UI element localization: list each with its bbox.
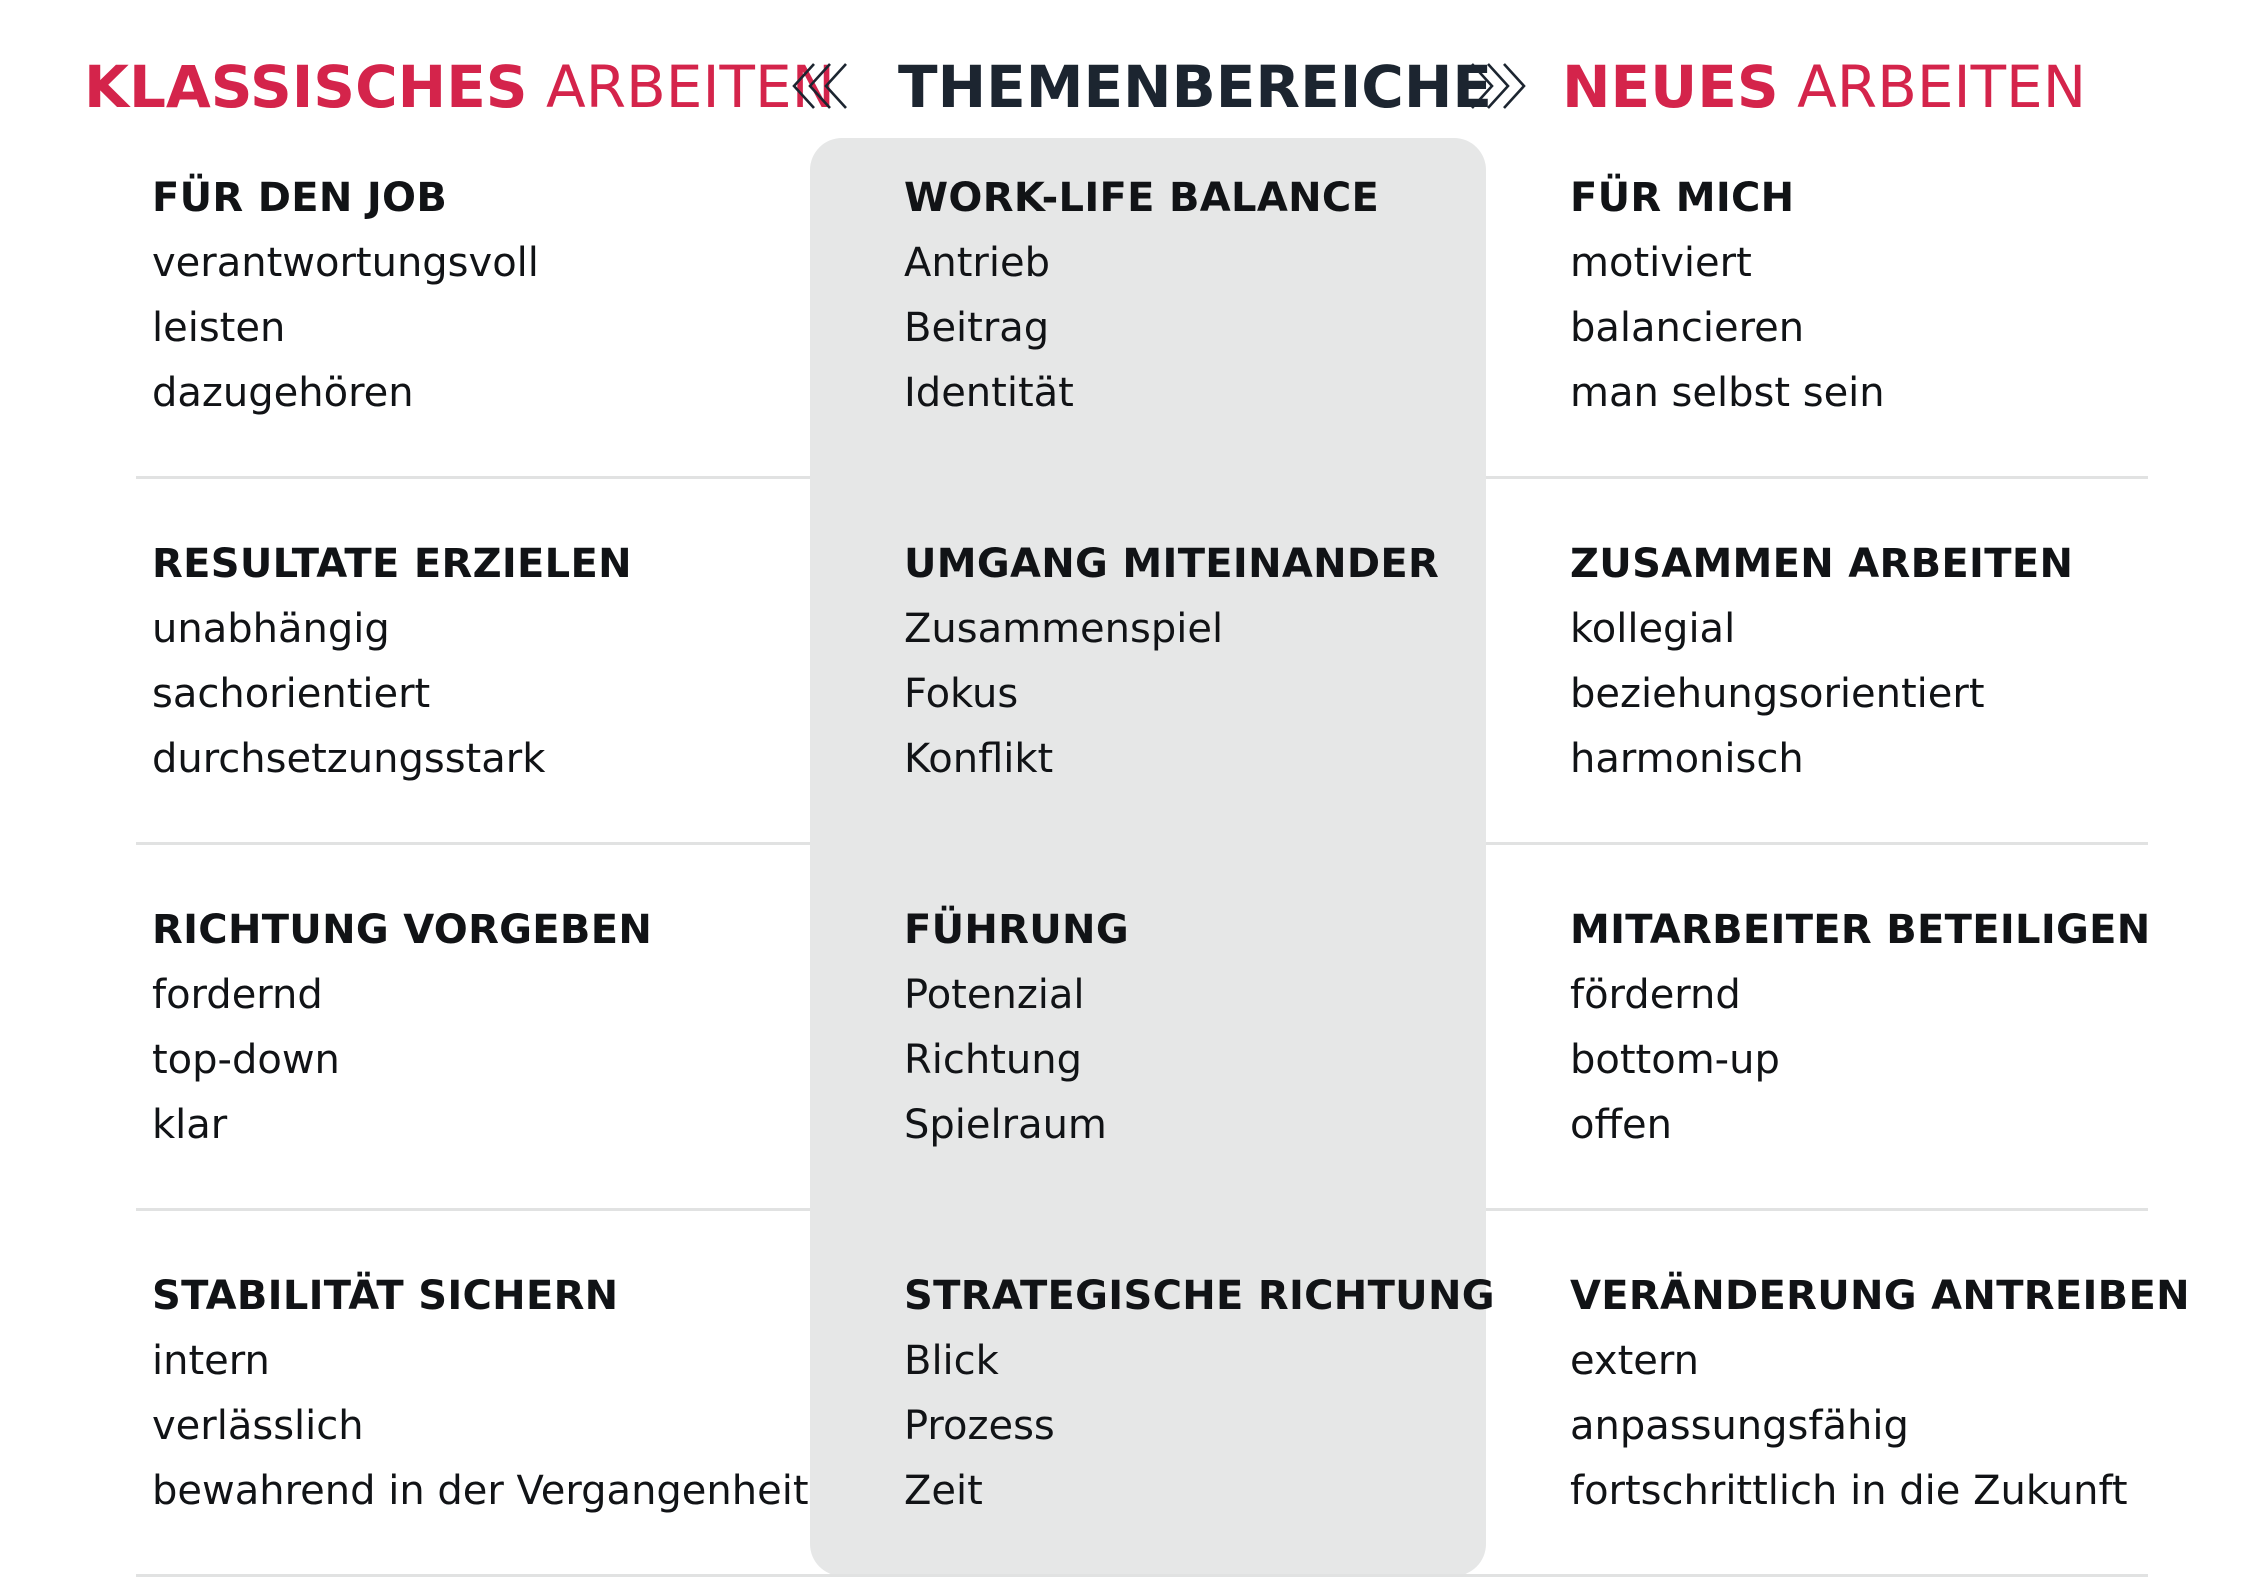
block-title: MITARBEITER BETEILIGEN: [1570, 907, 2151, 953]
block-item: sachorientiert: [152, 671, 431, 717]
block-item: motiviert: [1570, 240, 1752, 286]
block-item: dazugehören: [152, 370, 414, 416]
block-title: STABILITÄT SICHERN: [152, 1273, 619, 1319]
row-divider: [136, 1208, 810, 1211]
row-divider: [1486, 1208, 2148, 1211]
block-item: kollegial: [1570, 606, 1736, 652]
block-item: Identität: [904, 370, 1074, 416]
block-item: Konflikt: [904, 736, 1054, 782]
block-item: Fokus: [904, 671, 1019, 717]
block-title: RESULTATE ERZIELEN: [152, 541, 632, 587]
block-item: fördernd: [1570, 972, 1741, 1018]
block-item: Blick: [904, 1338, 999, 1384]
block-item: balancieren: [1570, 305, 1805, 351]
double-chevron-right-icon: [1458, 56, 1528, 116]
header-new-work: [1562, 42, 2086, 132]
block-item: man selbst sein: [1570, 370, 1885, 416]
header-classic-work: [84, 42, 835, 132]
header-classic-bold: KLASSISCHES: [84, 53, 528, 121]
block-title: WORK-LIFE BALANCE: [904, 175, 1380, 221]
classic-block-stability: [152, 1263, 809, 1524]
row-divider: [136, 842, 810, 845]
new-block-together: [1570, 531, 2073, 792]
double-chevron-left-icon: [790, 56, 860, 116]
block-item: unabhängig: [152, 606, 390, 652]
header-new-light: ARBEITEN: [1797, 53, 2087, 121]
block-item: offen: [1570, 1102, 1672, 1148]
block-title: VERÄNDERUNG ANTREIBEN: [1570, 1273, 2190, 1319]
new-block-change: [1570, 1263, 2190, 1524]
classic-block-job: [152, 165, 539, 426]
row-divider: [136, 1574, 2148, 1577]
block-title: FÜR MICH: [1570, 175, 1795, 221]
block-item: klar: [152, 1102, 228, 1148]
new-block-me: [1570, 165, 1885, 426]
block-item: anpassungsfähig: [1570, 1403, 1909, 1449]
block-item: bottom-up: [1570, 1037, 1780, 1083]
classic-block-results: [152, 531, 632, 792]
block-item: extern: [1570, 1338, 1699, 1384]
block-item: Spielraum: [904, 1102, 1107, 1148]
block-item: Zusammenspiel: [904, 606, 1224, 652]
classic-block-direction: [152, 897, 652, 1158]
block-item: Prozess: [904, 1403, 1055, 1449]
block-item: harmonisch: [1570, 736, 1804, 782]
block-item: fortschrittlich in die Zukunft: [1570, 1468, 2128, 1514]
block-item: durchsetzungsstark: [152, 736, 546, 782]
block-item: verlässlich: [152, 1403, 364, 1449]
block-item: verantwortungsvoll: [152, 240, 539, 286]
header-topic-areas-label: THEMENBEREICHE: [898, 53, 1493, 121]
block-item: Richtung: [904, 1037, 1083, 1083]
header-topic-areas: [898, 42, 1492, 132]
block-title: RICHTUNG VORGEBEN: [152, 907, 653, 953]
topic-block-leadership: [904, 897, 1129, 1158]
block-item: beziehungsorientiert: [1570, 671, 1985, 717]
block-item: Potenzial: [904, 972, 1085, 1018]
block-item: Beitrag: [904, 305, 1050, 351]
header-new-bold: NEUES: [1562, 53, 1779, 121]
block-title: STRATEGISCHE RICHTUNG: [904, 1273, 1495, 1319]
block-item: bewahrend in der Vergangenheit: [152, 1468, 809, 1514]
block-item: fordernd: [152, 972, 323, 1018]
topic-block-interaction: [904, 531, 1439, 792]
block-title: FÜHRUNG: [904, 907, 1129, 953]
row-divider: [136, 476, 810, 479]
block-title: ZUSAMMEN ARBEITEN: [1570, 541, 2074, 587]
topic-block-strategy: [904, 1263, 1495, 1524]
row-divider: [1486, 842, 2148, 845]
topic-block-work-life: [904, 165, 1379, 426]
block-item: intern: [152, 1338, 270, 1384]
block-title: UMGANG MITEINANDER: [904, 541, 1440, 587]
header-classic-light: ARBEITEN: [546, 53, 836, 121]
block-item: Antrieb: [904, 240, 1050, 286]
new-block-participation: [1570, 897, 2151, 1158]
block-item: Zeit: [904, 1468, 983, 1514]
block-item: leisten: [152, 305, 286, 351]
row-divider: [1486, 476, 2148, 479]
block-item: top-down: [152, 1037, 340, 1083]
block-title: FÜR DEN JOB: [152, 175, 448, 221]
